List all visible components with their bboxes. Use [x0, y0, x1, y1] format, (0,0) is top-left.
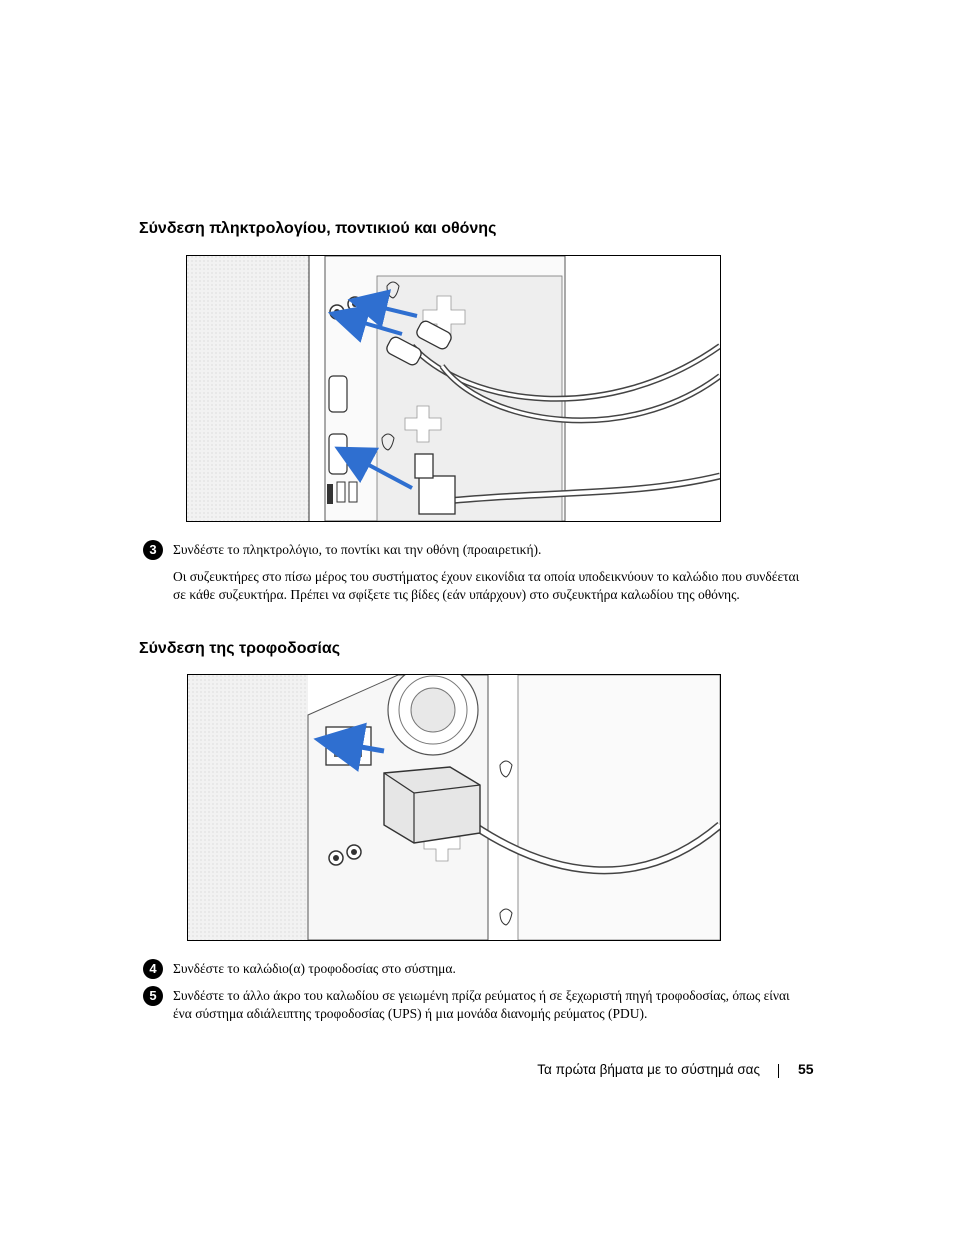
step-instruction: Συνδέστε το άλλο άκρο του καλωδίου σε γειωμένη πρίζα ρεύματος ή σε ξεχωριστή πηγή τροφοδοσίας, όπως είναι ένα σύστημα αδιάλειπτης τροφοδοσίας (UPS) ή μια μονάδα διανομής ρεύματος (PDU). [173, 988, 790, 1021]
step-number-badge: 5 [143, 986, 163, 1006]
section-heading-keyboard: Σύνδεση πληκτρολογίου, ποντικιού και οθόνης [139, 220, 497, 237]
step-note: Οι συζευκτήρες στο πίσω μέρος του συστήματος έχουν εικονίδια τα οποία υποδεικνύουν το καλώδιο που συνδέεται σε κάθε συζευκτήρα. Πρέπει να σφίξετε τις βίδες (εάν υπάρχουν) στο συζευκτήρα καλωδίου της οθόνης. [173, 569, 800, 602]
footer-chapter-title: Τα πρώτα βήματα με το σύστημά σας [537, 1062, 760, 1077]
illustration-keyboard-mouse-monitor [186, 255, 721, 522]
illustration-power-connection [187, 674, 721, 941]
page-number: 55 [798, 1061, 814, 1077]
step-number-badge: 3 [143, 540, 163, 560]
section-heading-power: Σύνδεση της τροφοδοσίας [139, 640, 341, 657]
step-instruction: Συνδέστε το καλώδιο(α) τροφοδοσίας στο σύστημα. [173, 961, 456, 976]
step-number-badge: 4 [143, 959, 163, 979]
step-instruction: Συνδέστε το πληκτρολόγιο, το ποντίκι και την οθόνη (προαιρετική). [173, 542, 542, 557]
footer-separator [778, 1064, 779, 1078]
